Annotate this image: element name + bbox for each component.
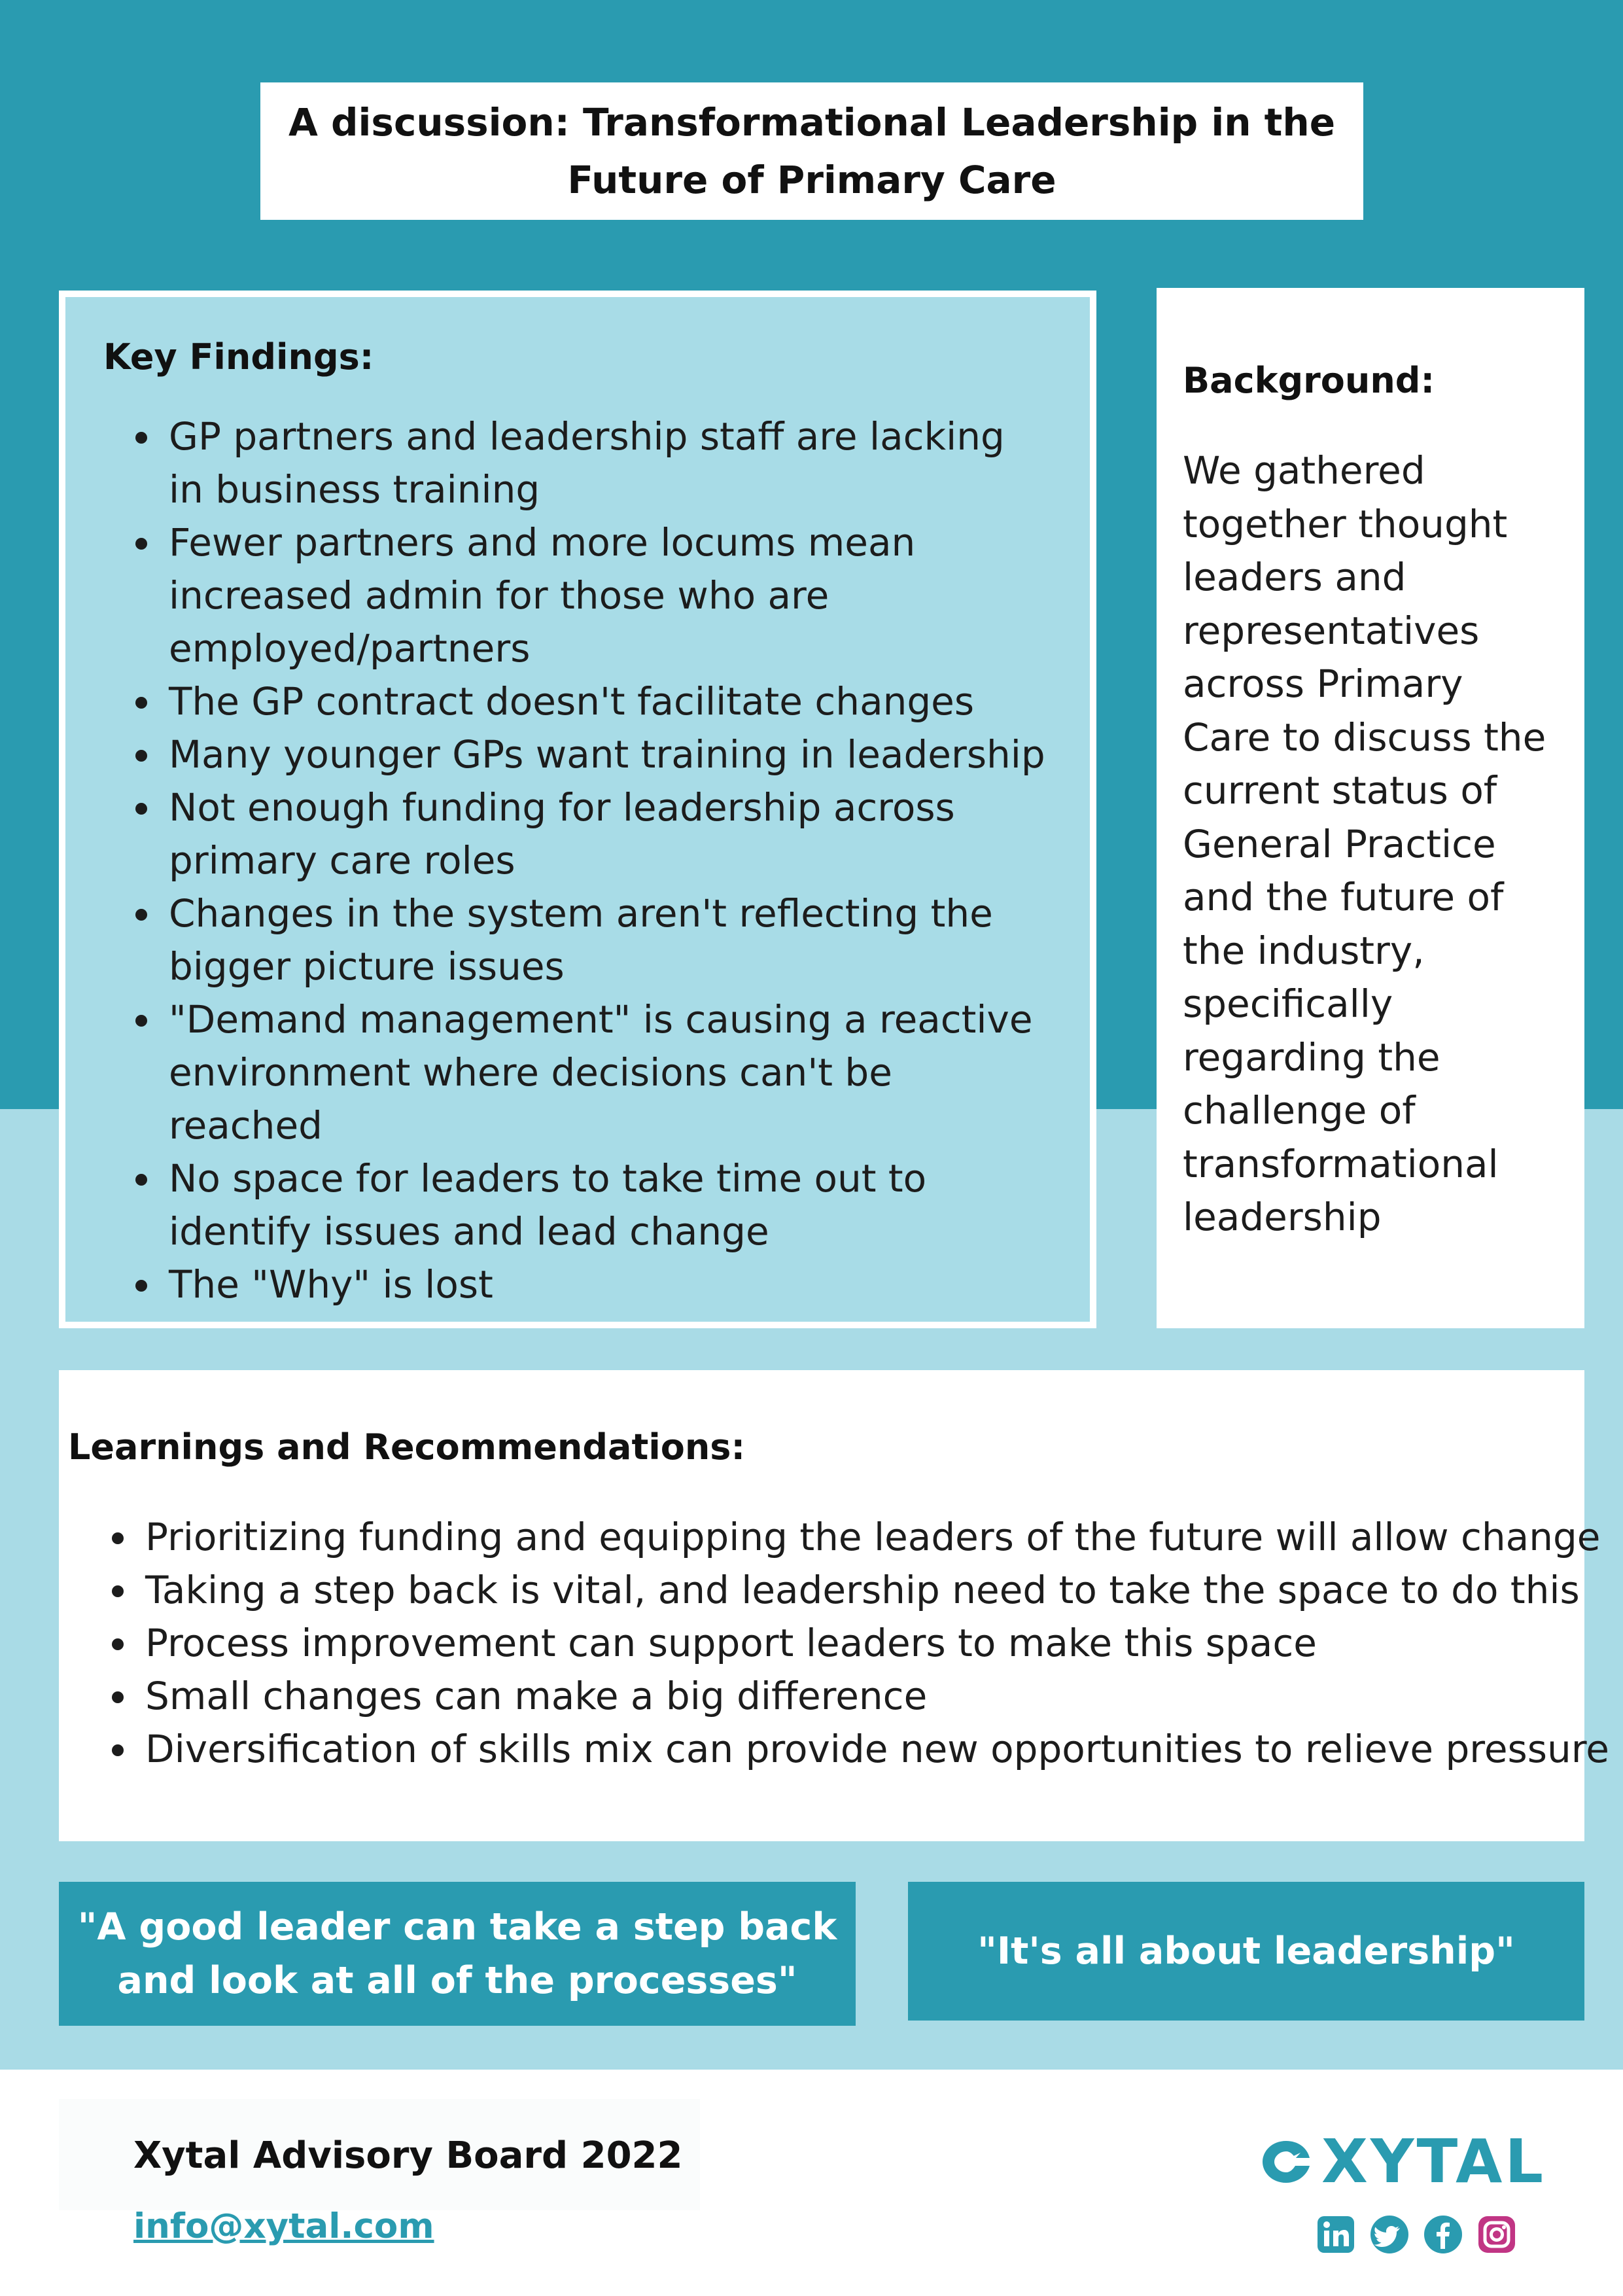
- title-card: [260, 82, 1363, 220]
- list-item: • Changes in the system aren't reflecting the bigger picture issues: [164, 887, 1051, 993]
- quote-box-leadership: [908, 1882, 1584, 2021]
- linkedin-icon[interactable]: [1315, 2214, 1357, 2255]
- list-item: • Taking a step back is vital, and leadership need to take the space to do this: [140, 1564, 1575, 1617]
- list-item: • No space for leaders to take time out to identify issues and lead change: [164, 1152, 1051, 1258]
- list-item: • Diversification of skills mix can provide new opportunities to relieve pressure: [140, 1723, 1575, 1776]
- list-item: • Fewer partners and more locums mean increased admin for those who are employed/partners: [164, 516, 1051, 675]
- background-panel: [1157, 288, 1584, 1328]
- list-item: • The "Why" is lost: [164, 1258, 1051, 1311]
- social-links: [1315, 2214, 1518, 2255]
- page-title: A discussion: Transformational Leadership in the Future of Primary Care: [288, 100, 1336, 202]
- key-findings-list: [103, 410, 1051, 1311]
- list-item: • Process improvement can support leaders to make this space: [140, 1617, 1575, 1670]
- learnings-list: [68, 1511, 1609, 1776]
- logo-text: XYTAL: [1321, 2127, 1546, 2197]
- learnings-heading: Learnings and Recommendations:: [68, 1426, 746, 1468]
- list-item: • Small changes can make a big difference: [140, 1670, 1575, 1723]
- list-item: • "Demand management" is causing a reactive environment where decisions can't be reached: [164, 993, 1051, 1152]
- key-findings-heading: Key Findings:: [103, 336, 374, 378]
- background-heading: Background:: [1183, 360, 1435, 401]
- list-item: • Many younger GPs want training in leadership: [164, 728, 1051, 781]
- twitter-icon[interactable]: [1369, 2214, 1410, 2255]
- instagram-icon[interactable]: [1476, 2214, 1518, 2255]
- background-text: We gathered together thought leaders and representatives across Primary Care to discuss the current status of General Practice and the future of the industry, specifically regarding the challenge of transformational leadership: [1183, 448, 1546, 1239]
- facebook-icon[interactable]: [1422, 2214, 1464, 2255]
- email-link[interactable]: info@xytal.com: [133, 2206, 434, 2246]
- list-item: • GP partners and leadership staff are lacking in business training: [164, 410, 1051, 516]
- quote-text: "A good leader can take a step back and look at all of the processes": [77, 1905, 837, 2002]
- list-item: • Prioritizing funding and equipping the leaders of the future will allow change: [140, 1511, 1575, 1564]
- list-item: • The GP contract doesn't facilitate changes: [164, 675, 1051, 728]
- quote-box-step-back: [59, 1882, 856, 2026]
- learnings-panel: [59, 1370, 1609, 1841]
- xytal-logo-icon: [1260, 2138, 1312, 2185]
- quote-text: "It's all about leadership": [977, 1930, 1515, 1973]
- xytal-logo: [1260, 2127, 1546, 2197]
- key-findings-panel: [59, 291, 1096, 1328]
- footer-title: Xytal Advisory Board 2022: [133, 2134, 683, 2177]
- list-item: • Not enough funding for leadership across primary care roles: [164, 781, 1051, 887]
